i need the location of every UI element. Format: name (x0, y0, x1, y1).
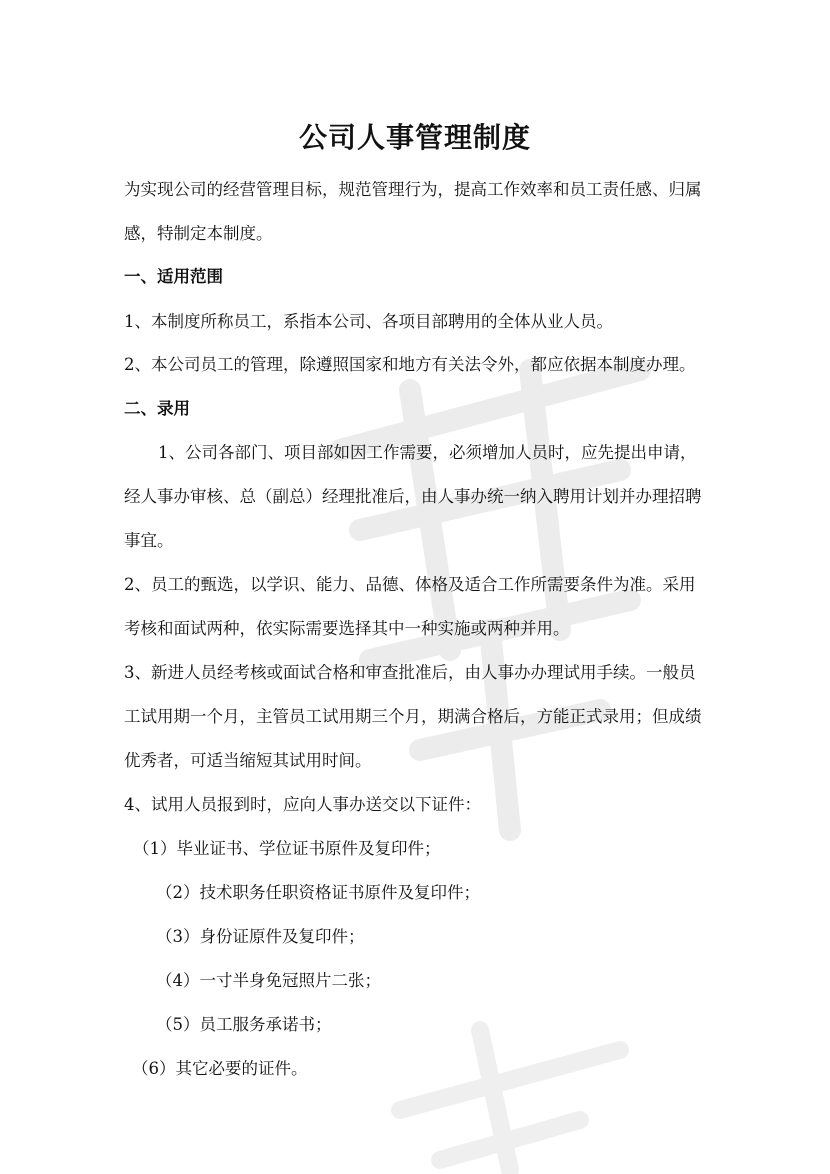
watermark-graphic-bottom (380, 1010, 640, 1174)
document-list-item-4: （4）一寸半身免冠照片二张； (156, 971, 381, 990)
scope-item-1: 1、本制度所称员工，系指本公司、各项目部聘用的全体从业人员。 (124, 312, 613, 331)
hiring-item-1-line-3: 事宜。 (124, 531, 174, 550)
hiring-item-1-line-1: 1、公司各部门、项目部如因工作需要，必须增加人员时，应先提出申请， (158, 443, 697, 462)
hiring-item-3-line-3: 优秀者，可适当缩短其试用时间。 (124, 751, 372, 770)
hiring-item-2-line-1: 2、员工的甄选，以学识、能力、品德、体格及适合工作所需要条件为准。采用 (124, 575, 696, 594)
document-title: 公司人事管理制度 (298, 121, 531, 154)
section-heading-scope: 一、适用范围 (124, 267, 223, 286)
document-list-item-2: （2）技术职务任职资格证书原件及复印件； (156, 883, 480, 902)
document-list-item-6: （6）其它必要的证件。 (132, 1059, 308, 1078)
scope-item-2: 2、本公司员工的管理，除遵照国家和地方有关法令外，都应依据本制度办理。 (124, 355, 696, 374)
intro-line-2: 感，特制定本制度。 (124, 224, 273, 243)
document-list-item-3: （3）身份证原件及复印件； (156, 927, 365, 946)
hiring-item-2-line-2: 考核和面试两种，依实际需要选择其中一种实施或两种并用。 (124, 619, 570, 638)
hiring-item-3-line-2: 工试用期一个月，主管员工试用期三个月，期满合格后，方能正式录用；但成绩 (124, 707, 702, 726)
document-list-item-5: （5）员工服务承诺书； (156, 1015, 332, 1034)
document-list-item-1: （1）毕业证书、学位证书原件及复印件； (133, 839, 441, 858)
hiring-item-4: 4、试用人员报到时，应向人事办送交以下证件： (124, 795, 481, 814)
hiring-item-1-line-2: 经人事办审核、总（副总）经理批准后，由人事办统一纳入聘用计划并办理招聘 (124, 487, 702, 506)
intro-line-1: 为实现公司的经营管理目标，规范管理行为，提高工作效率和员工责任感、归属 (124, 180, 702, 199)
section-heading-hiring: 二、录用 (124, 399, 190, 418)
hiring-item-3-line-1: 3、新进人员经考核或面试合格和审查批准后，由人事办办理试用手续。一般员 (124, 663, 696, 682)
